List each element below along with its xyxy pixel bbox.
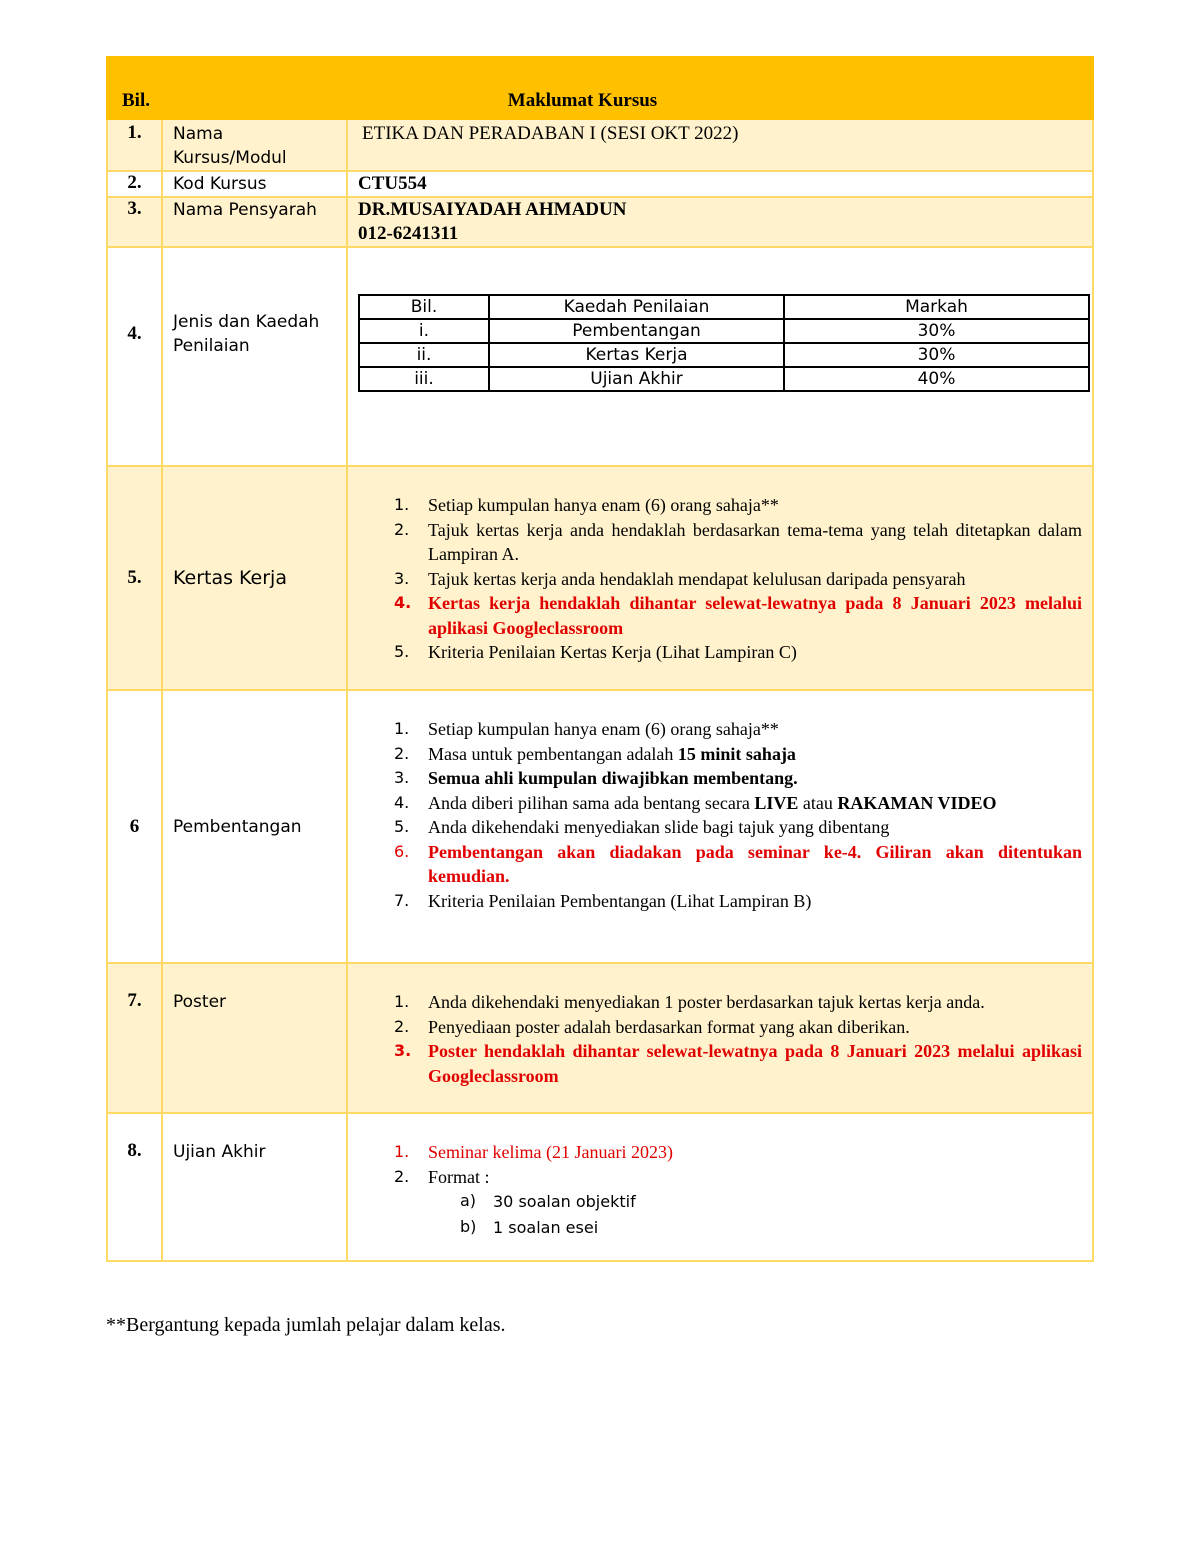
list-number: a): [460, 1191, 477, 1210]
assessment-table: [358, 294, 1090, 392]
lecturer-phone: 012-6241311: [358, 223, 459, 244]
list-item: [348, 493, 1092, 518]
list-text: Anda dikehendaki menyediakan slide bagi tajuk yang dibentang: [428, 817, 890, 837]
list-text: atau: [798, 792, 838, 813]
list-item: [348, 990, 1092, 1015]
list-number: 2.: [394, 519, 410, 539]
assessment-header: [359, 295, 1089, 319]
list-number: 1.: [394, 1142, 410, 1161]
list-number: 5.: [394, 817, 410, 836]
table-header: [107, 57, 1093, 119]
row-number: 1.: [107, 119, 162, 171]
row-number: 2.: [107, 171, 162, 197]
list-number: 3.: [394, 568, 410, 588]
list-text: Kertas kerja hendaklah dihantar selewat-lewatnya pada 8 Januari 2023 melalui aplikasi Googleclassroom: [428, 593, 1082, 638]
table-row: [107, 197, 1093, 247]
table-row: [107, 690, 1093, 963]
list-item: [348, 840, 1092, 889]
presentation-list: [348, 717, 1092, 913]
assessment-cell: ii.: [359, 343, 489, 367]
list-text-bold: 15 minit sahaja: [677, 743, 796, 764]
row-label: Pembentangan: [162, 690, 347, 963]
list-item: [348, 742, 1092, 767]
list-text: 30 soalan objektif: [493, 1192, 636, 1211]
presentation-instructions: [347, 690, 1093, 963]
list-text: Pembentangan akan diadakan pada seminar ke-4. Giliran akan ditentukan kemudian.: [428, 841, 1082, 886]
row-number: 3.: [107, 197, 162, 247]
table-row: [107, 247, 1093, 466]
list-item: [348, 640, 1092, 665]
assessment-cell: 40%: [784, 367, 1089, 391]
list-number: 3.: [394, 768, 410, 787]
list-item: [348, 815, 1092, 840]
course-info-table: [106, 56, 1094, 1262]
list-item: [348, 1039, 1092, 1088]
list-item: [348, 766, 1092, 791]
list-item: [348, 1015, 1092, 1040]
list-item: [348, 518, 1092, 567]
poster-instructions: [347, 963, 1093, 1113]
assessment-row: [359, 343, 1089, 367]
assessment-cell: iii.: [359, 367, 489, 391]
list-item: [348, 567, 1092, 592]
row-label: Kertas Kerja: [162, 466, 347, 690]
row-number: 8.: [107, 1113, 162, 1261]
list-number: 6.: [394, 841, 410, 861]
list-number: 7.: [394, 890, 410, 910]
row-label: Nama Pensyarah: [162, 197, 347, 247]
assessment-header-cell: Bil.: [359, 295, 489, 319]
row-number: 4.: [107, 247, 162, 466]
assessment-cell: Pembentangan: [489, 319, 784, 343]
assessment-cell: [347, 247, 1093, 466]
table-row: [107, 963, 1093, 1113]
exam-instructions: [347, 1113, 1093, 1261]
poster-list: [348, 990, 1092, 1088]
table-row: [107, 466, 1093, 690]
table-row: [107, 1113, 1093, 1261]
list-text: Seminar kelima (21 Januari 2023): [428, 1142, 673, 1162]
paper-instructions: [347, 466, 1093, 690]
row-label: Kod Kursus: [162, 171, 347, 197]
table-row: [107, 171, 1093, 197]
list-number: 1.: [394, 495, 410, 514]
list-text: Penyediaan poster adalah berdasarkan format yang akan diberikan.: [428, 1016, 910, 1037]
lecturer-name: DR.MUSAIYADAH AHMADUN: [358, 199, 627, 220]
assessment-header-cell: Markah: [784, 295, 1089, 319]
assessment-cell: 30%: [784, 343, 1089, 367]
list-text: Tajuk kertas kerja anda hendaklah berdasarkan tema-tema yang telah ditetapkan dalam Lampiran A.: [428, 519, 1082, 564]
list-number: 4.: [394, 792, 410, 812]
sub-list-item: [348, 1189, 1092, 1215]
row-label: Ujian Akhir: [162, 1113, 347, 1261]
list-number: 1.: [394, 719, 410, 738]
header-bil: Bil.: [107, 57, 162, 119]
list-number: b): [460, 1216, 477, 1236]
list-item: [348, 591, 1092, 640]
list-item: [348, 791, 1092, 816]
list-number: 1.: [394, 992, 410, 1011]
list-text: Anda dikehendaki menyediakan 1 poster berdasarkan tajuk kertas kerja anda.: [428, 992, 985, 1012]
assessment-row: [359, 319, 1089, 343]
assessment-cell: 30%: [784, 319, 1089, 343]
assessment-cell: i.: [359, 319, 489, 343]
list-text-bold: LIVE: [754, 792, 799, 813]
list-text: Kriteria Penilaian Pembentangan (Lihat Lampiran B): [428, 890, 812, 911]
list-item: [348, 889, 1092, 914]
list-number: 2.: [394, 743, 410, 763]
exam-list: [348, 1140, 1092, 1240]
list-text: Format :: [428, 1166, 490, 1187]
list-text: Poster hendaklah dihantar selewat-lewatnya pada 8 Januari 2023 melalui aplikasi Googleclassroom: [428, 1041, 1082, 1086]
row-label: Poster: [162, 963, 347, 1113]
assessment-row: [359, 367, 1089, 391]
row-label: Jenis dan Kaedah Penilaian: [162, 247, 347, 466]
course-name: ETIKA DAN PERADABAN I (SESI OKT 2022): [347, 119, 1093, 171]
row-number: 7.: [107, 963, 162, 1113]
list-number: 4.: [394, 593, 412, 612]
list-item: [348, 717, 1092, 742]
row-label: Nama Kursus/Modul: [162, 119, 347, 171]
row-number: 5.: [107, 466, 162, 690]
list-number: 3.: [394, 1041, 412, 1060]
list-text: Masa untuk pembentangan adalah: [428, 743, 678, 764]
list-text: Kriteria Penilaian Kertas Kerja (Lihat Lampiran C): [428, 642, 797, 662]
list-number: 2.: [394, 1166, 410, 1186]
list-number: 5.: [394, 642, 410, 661]
assessment-cell: Kertas Kerja: [489, 343, 784, 367]
list-text: Tajuk kertas kerja anda hendaklah mendapat kelulusan daripada pensyarah: [428, 568, 966, 589]
list-number: 2.: [394, 1016, 410, 1036]
header-title: Maklumat Kursus: [162, 57, 1093, 119]
list-item: [348, 1140, 1092, 1165]
list-text: Anda diberi pilihan sama ada bentang secara: [428, 792, 755, 813]
lecturer: [347, 197, 1093, 247]
assessment-cell: Ujian Akhir: [489, 367, 784, 391]
paper-list: [348, 493, 1092, 665]
list-text: Setiap kumpulan hanya enam (6) orang sahaja**: [428, 719, 779, 739]
list-text: 1 soalan esei: [493, 1217, 599, 1237]
course-code: CTU554: [347, 171, 1093, 197]
assessment-header-cell: Kaedah Penilaian: [489, 295, 784, 319]
sub-list-item: [348, 1215, 1092, 1241]
list-text-bold: RAKAMAN VIDEO: [837, 792, 997, 813]
table-row: [107, 119, 1093, 171]
row-number: 6: [107, 690, 162, 963]
footnote: **Bergantung kepada jumlah pelajar dalam kelas.: [106, 1314, 506, 1336]
list-item: [348, 1165, 1092, 1190]
list-text: Setiap kumpulan hanya enam (6) orang sahaja**: [428, 495, 779, 515]
list-text: Semua ahli kumpulan diwajibkan membentang.: [428, 768, 798, 788]
